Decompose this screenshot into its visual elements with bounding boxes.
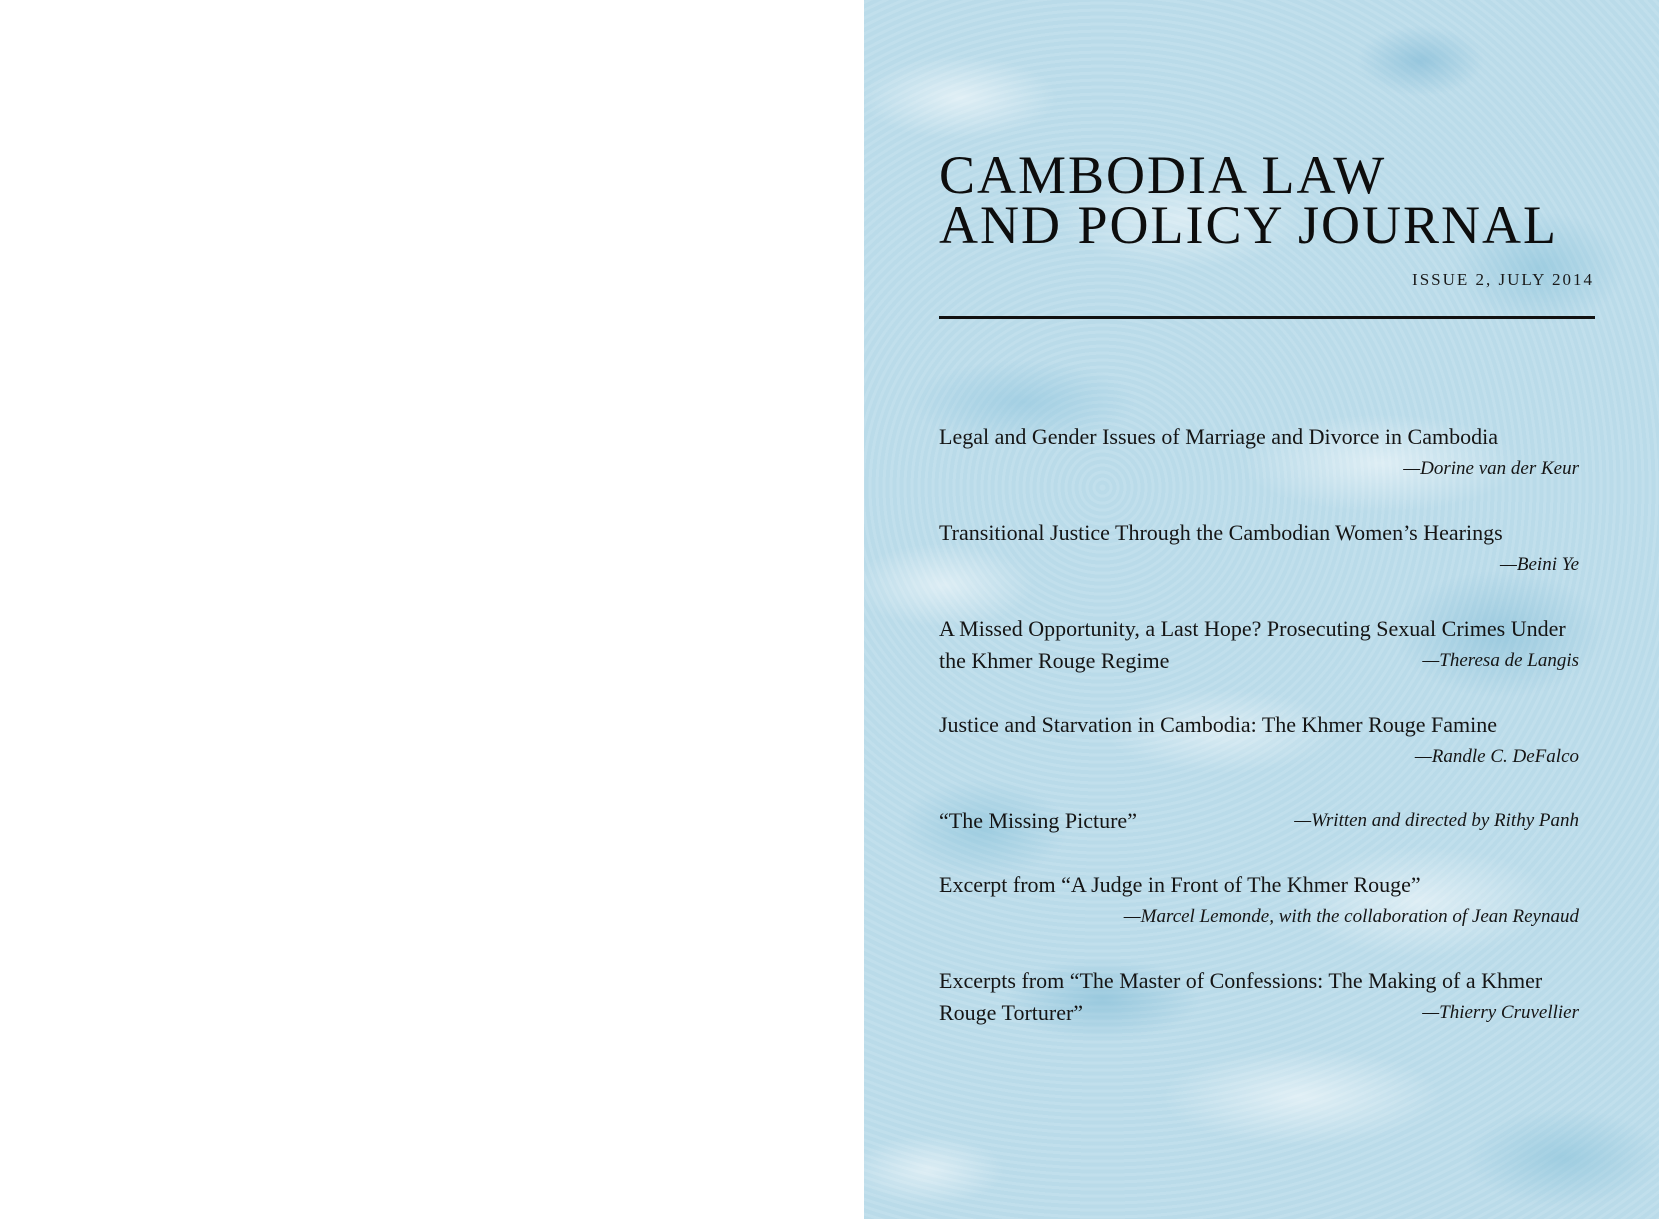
contents-entry [939,709,1579,773]
contents-entry [939,965,1579,1029]
entry-title: Justice and Starvation in Cambodia: The Khmer Rouge Famine [939,712,1498,737]
cover-header [939,145,1594,290]
journal-cover [864,0,1659,1219]
entry-title: Legal and Gender Issues of Marriage and Divorce in Cambodia [939,424,1498,449]
title-divider [939,316,1595,319]
journal-title-line-1: CAMBODIA LAW [939,145,1387,205]
contents-entry [939,805,1579,837]
entry-author: —Randle C. DeFalco [1414,746,1579,767]
contents-entry [939,869,1579,933]
journal-title [939,145,1594,255]
entry-title-line-2: Rouge Torturer” [939,1000,1084,1025]
entry-title: Excerpt from “A Judge in Front of The Khmer Rouge” [939,872,1421,897]
entry-author: —Theresa de Langis [1422,650,1579,671]
entry-title-line-2: the Khmer Rouge Regime [939,648,1170,673]
contents-entry [939,613,1579,677]
entry-author: —Thierry Cruvellier [1422,1002,1579,1023]
issue-label: ISSUE 2, JULY 2014 [1412,270,1594,289]
entry-title-line-1: Excerpts from “The Master of Confessions: The Making of a Khmer [939,968,1543,993]
journal-title-line-2: AND POLICY JOURNAL [939,195,1559,255]
entry-author: —Written and directed by Rithy Panh [1294,810,1579,831]
entry-title-line-1: A Missed Opportunity, a Last Hope? Prosecuting Sexual Crimes Under [939,616,1566,641]
contents-entry [939,517,1579,581]
entry-author: —Marcel Lemonde, with the collaboration of Jean Reynaud [1123,906,1579,927]
entry-author: —Beini Ye [1500,554,1579,575]
entry-author: —Dorine van der Keur [1403,458,1579,479]
contents-entry [939,421,1579,485]
entry-title: “The Missing Picture” [939,808,1137,833]
entry-title: Transitional Justice Through the Cambodian Women’s Hearings [939,520,1503,545]
